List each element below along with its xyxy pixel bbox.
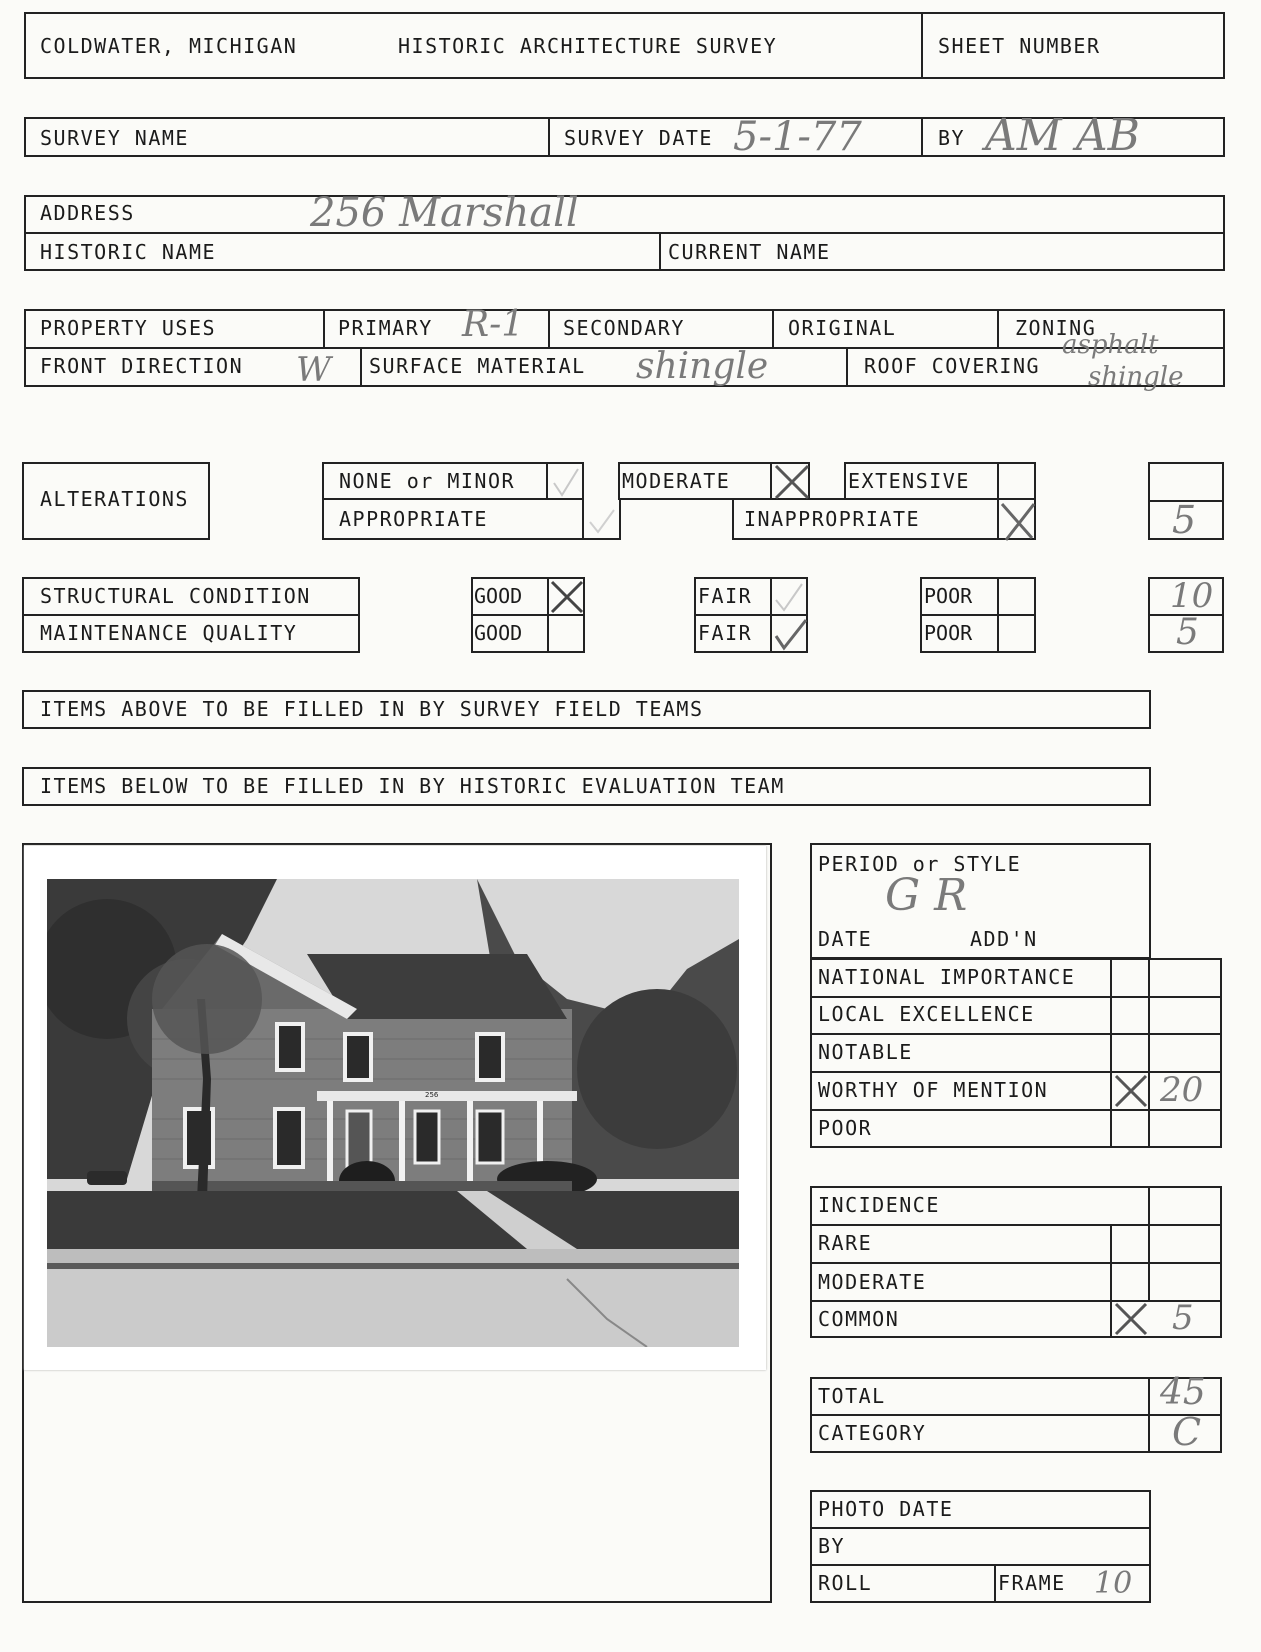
secondary-label: SECONDARY [563, 316, 685, 340]
period-value: G R [885, 870, 968, 921]
moderate-x-mark [772, 462, 812, 502]
roll-label: ROLL [818, 1571, 873, 1595]
inc-row-2 [810, 1262, 1222, 1264]
name-divider [659, 232, 661, 271]
original-label: ORIGINAL [788, 316, 897, 340]
car [87, 1171, 127, 1185]
photo-by-label: BY [818, 1534, 846, 1558]
poor-checkdiv [997, 577, 999, 653]
imp-row-2 [810, 1033, 1222, 1035]
structural-score: 10 [1170, 576, 1214, 616]
good-x-mark [548, 578, 586, 616]
sheet-number-label: SHEET NUMBER [938, 34, 1101, 58]
maintenance-quality-label: MAINTENANCE QUALITY [40, 621, 298, 645]
prop-div-5 [360, 347, 362, 387]
appropriate-check-bottom [582, 538, 620, 540]
header-divider [921, 12, 923, 79]
imp-row-1 [810, 996, 1222, 998]
appropriate-label: APPROPRIATE [339, 507, 488, 531]
fair-label-1: FAIR [698, 584, 753, 608]
local-excellence-label: LOCAL EXCELLENCE [818, 1002, 1035, 1026]
extensive-label: EXTENSIVE [848, 469, 970, 493]
incidence-scorediv [1148, 1186, 1150, 1300]
address-label: ADDRESS [40, 201, 135, 225]
survey-by-value: AM AB [985, 110, 1140, 161]
incidence-label: INCIDENCE [818, 1193, 940, 1217]
window-upper-3 [477, 1034, 503, 1080]
prop-div-1 [323, 309, 325, 347]
alterations-label: ALTERATIONS [40, 487, 189, 511]
photo-info-row-1 [810, 1527, 1151, 1529]
roof-covering-value-2: shingle [1088, 362, 1184, 392]
inc-row-1 [810, 1224, 1222, 1226]
note-below-label: ITEMS BELOW TO BE FILLED IN BY HISTORIC EVALUATION TEAM [40, 774, 785, 798]
importance-scorediv [1148, 958, 1150, 1148]
survey-divider-1 [548, 117, 550, 157]
none-minor-checkdiv [546, 462, 548, 500]
poor-label-1: POOR [924, 584, 973, 608]
photo-date-label: PHOTO DATE [818, 1497, 954, 1521]
front-direction-value: W [296, 350, 331, 390]
foundation [152, 1181, 572, 1191]
lawn [47, 1191, 739, 1249]
good-label-1: GOOD [474, 584, 523, 608]
street [47, 1269, 739, 1347]
frame-label: FRAME [998, 1571, 1066, 1595]
inappropriate-x-mark [998, 500, 1038, 542]
fair-label-2: FAIR [698, 621, 753, 645]
curb [47, 1263, 739, 1269]
category-value: C [1172, 1410, 1202, 1454]
common-score: 5 [1172, 1298, 1194, 1338]
address-divider [24, 232, 1225, 234]
survey-date-label: SURVEY DATE [564, 126, 713, 150]
appropriate-check-right [619, 498, 621, 540]
fair-maintenance-check-icon [772, 616, 810, 654]
roll-frame-div [994, 1564, 996, 1603]
extensive-checkdiv [997, 462, 999, 500]
window-lower-4 [477, 1111, 503, 1163]
structural-condition-label: STRUCTURAL CONDITION [40, 584, 311, 608]
note-above-label: ITEMS ABOVE TO BE FILLED IN BY SURVEY FIELD TEAMS [40, 697, 704, 721]
common-x-mark [1112, 1300, 1150, 1338]
address-value: 256 Marshall [310, 190, 579, 236]
window-lower-2 [275, 1109, 303, 1167]
survey-divider-2 [921, 117, 923, 157]
surface-material-label: SURFACE MATERIAL [369, 354, 586, 378]
total-value: 45 [1160, 1372, 1206, 1413]
poor-divider [920, 614, 1036, 616]
inc-row-3 [810, 1300, 1222, 1302]
window-upper-1 [277, 1024, 303, 1070]
porch-roof [317, 1091, 577, 1101]
prop-div-2 [548, 309, 550, 347]
fair-structural-check-icon [772, 580, 806, 614]
good-label-2: GOOD [474, 621, 523, 645]
period-label: PERIOD or STYLE [818, 852, 1022, 876]
city-label: COLDWATER, MICHIGAN [40, 34, 298, 58]
maintenance-score: 5 [1176, 612, 1199, 653]
house-photograph [47, 879, 739, 1347]
eval-date-label: DATE [818, 927, 873, 951]
frame-value: 10 [1094, 1566, 1133, 1601]
addn-label: ADD'N [970, 927, 1038, 951]
appropriate-check-icon [586, 502, 618, 536]
door [347, 1111, 371, 1169]
worthy-label: WORTHY OF MENTION [818, 1078, 1049, 1102]
survey-date-value: 5-1-77 [733, 114, 862, 160]
none-minor-label: NONE or MINOR [339, 469, 516, 493]
house-number: 256 [425, 1091, 439, 1099]
survey-title: HISTORIC ARCHITECTURE SURVEY [398, 34, 778, 58]
window-lower-3 [415, 1111, 439, 1163]
inc-moderate-label: MODERATE [818, 1270, 927, 1294]
total-label: TOTAL [818, 1384, 886, 1408]
zoning-label: ZONING [1015, 316, 1097, 340]
totals-divider [810, 1414, 1222, 1416]
prop-div-4 [997, 309, 999, 347]
primary-value: R-1 [462, 304, 525, 345]
prop-div-3 [772, 309, 774, 347]
importance-checkdiv [1110, 958, 1112, 1148]
category-label: CATEGORY [818, 1421, 927, 1445]
roof-covering-label: ROOF COVERING [864, 354, 1041, 378]
condition-divider [22, 614, 360, 616]
surface-material-value: shingle [636, 346, 769, 387]
inappropriate-label: INAPPROPRIATE [744, 507, 921, 531]
worthy-score: 20 [1160, 1070, 1204, 1110]
survey-by-label: BY [938, 126, 966, 150]
worthy-x-mark [1112, 1072, 1150, 1110]
right-foliage [577, 989, 737, 1149]
moderate-label: MODERATE [622, 469, 731, 493]
current-name-label: CURRENT NAME [668, 240, 831, 264]
primary-label: PRIMARY [338, 316, 433, 340]
property-divider [24, 347, 1225, 349]
common-label: COMMON [818, 1307, 900, 1331]
notable-label: NOTABLE [818, 1040, 913, 1064]
historic-name-label: HISTORIC NAME [40, 240, 217, 264]
survey-name-label: SURVEY NAME [40, 126, 189, 150]
front-direction-label: FRONT DIRECTION [40, 354, 244, 378]
eval-poor-label: POOR [818, 1116, 873, 1140]
prop-div-6 [846, 347, 848, 387]
sidewalk [47, 1249, 739, 1263]
poor-label-2: POOR [924, 621, 973, 645]
national-importance-label: NATIONAL IMPORTANCE [818, 965, 1076, 989]
window-upper-2 [345, 1034, 371, 1080]
front-tree-canopy [152, 944, 262, 1054]
none-minor-check-icon [550, 465, 582, 499]
alterations-score: 5 [1172, 498, 1197, 542]
totals-scorediv [1148, 1377, 1150, 1453]
property-uses-label: PROPERTY USES [40, 316, 217, 340]
roof-covering-value-1: asphalt [1062, 330, 1159, 360]
rare-label: RARE [818, 1231, 873, 1255]
